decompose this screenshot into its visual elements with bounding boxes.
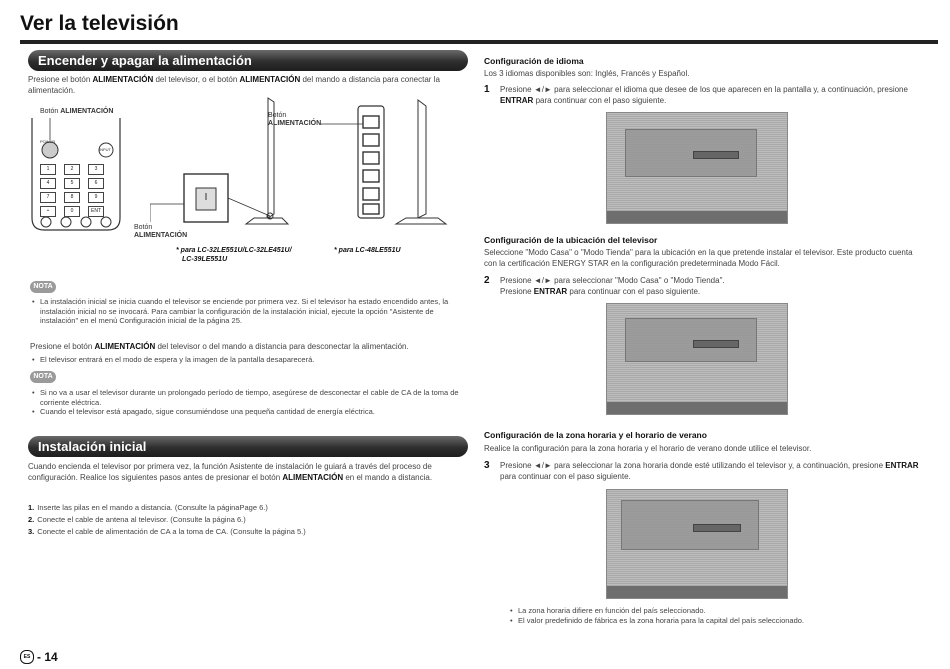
timezone-heading: Configuración de la zona horaria y el horario de verano: [484, 430, 707, 440]
remote-key: ENT: [88, 206, 104, 217]
remote-power-icon: [42, 142, 58, 158]
list-item: • Cuando el televisor está apagado, sigue consumiéndose una pequeña cantidad de energía eléctrica.: [40, 407, 472, 417]
remote-key: 8: [64, 192, 80, 203]
remote-key: 3: [88, 164, 104, 175]
tv-power-label-top: Botón ALIMENTACIÓN: [268, 112, 322, 127]
timezone-notes: [508, 606, 938, 625]
list-item: • El valor predefinido de fábrica es la zona horaria para la capital del país seleccionado.: [518, 616, 938, 626]
remote-key: 0: [64, 206, 80, 217]
list-item: • Si no va a usar el televisor durante un prolongado período de tiempo, asegúrese de desconectar el cable de CA de la toma de corriente eléctrica.: [40, 388, 472, 407]
nota1-list: [30, 297, 472, 326]
nota2-list: [30, 388, 472, 417]
remote-key: 2: [64, 164, 80, 175]
lang-heading: Configuración de idioma: [484, 56, 584, 66]
section-heading-power: Encender y apagar la alimentación: [28, 50, 468, 71]
list-item: 1. Inserte las pilas en el mando a distancia. (Consulte la páginaPage 6.): [28, 503, 268, 512]
figure-caption-left: * para LC-32LE551U/LC-32LE451U/ LC-39LE551U: [176, 247, 292, 263]
lang-badge: ES: [20, 650, 34, 664]
step-number: 1: [484, 84, 490, 95]
section-heading-initial-setup: Instalación inicial: [28, 436, 468, 457]
page-footer: ES - 14: [20, 650, 58, 664]
remote-key: 7: [40, 192, 56, 203]
nota-badge: NOTA: [30, 371, 56, 383]
list-item: 2. Conecte el cable de antena al televisor. (Consulte la página 6.): [28, 515, 246, 524]
power-off-list: [30, 355, 472, 365]
list-item: • La instalación inicial se inicia cuando el televisor se enciende por primera vez. Si el televisor ha estado encendido antes, la instalación inicial no se invocará. Para cambiar la configuración de la instalación inicial, ejecute la opción "Asistente de instalación" en el menú Configuración inicial de la página 25.: [40, 297, 472, 326]
step-number: 3: [484, 460, 490, 471]
remote-key: •: [40, 206, 56, 217]
list-item: • El televisor entrará en el modo de espera y la imagen de la pantalla desaparecerá.: [40, 355, 472, 365]
remote-input-text: INPUT: [99, 147, 111, 152]
remote-key: 5: [64, 178, 80, 189]
remote-power-text: POWER: [40, 139, 56, 144]
location-screen-image: [606, 303, 788, 415]
tv-power-label-bottom: Botón ALIMENTACIÓN: [134, 224, 188, 239]
remote-key: 4: [40, 178, 56, 189]
figure-caption-right: * para LC-48LE551U: [334, 247, 401, 254]
remote-key: 6: [88, 178, 104, 189]
title-rule: [20, 40, 938, 44]
remote-key: 9: [88, 192, 104, 203]
page-number: 14: [44, 650, 58, 664]
lang-step-text: Presione ◄/► para seleccionar el idioma que desee de los que aparecen en la pantalla y, a continuación, presione ENTRAR para continuar con el paso siguiente.: [500, 85, 908, 105]
location-step-text: Presione ◄/► para seleccionar "Modo Casa" o "Modo Tienda". Presione ENTRAR para continuar con el paso siguiente.: [500, 276, 725, 296]
power-off-text: Presione el botón ALIMENTACIÓN del televisor o del mando a distancia para desconectar la alimentación.: [30, 342, 409, 351]
list-item: 3. Conecte el cable de alimentación de CA a la toma de CA. (Consulte la página 5.): [28, 527, 306, 536]
page-title: Ver la televisión: [20, 12, 179, 35]
initial-setup-intro: Cuando encienda el televisor por primera vez, la función Asistente de instalación le guiará a través del proceso de configuración. Realice los siguientes pasos antes de presionar el botón ALIMENTACIÓN en el mando a distancia.: [28, 462, 433, 482]
remote-key: 1: [40, 164, 56, 175]
power-intro: Presione el botón ALIMENTACIÓN del televisor, o el botón ALIMENTACIÓN del mando a distancia para conectar la alimentación.: [28, 75, 440, 95]
language-screen-image: [606, 112, 788, 224]
timezone-desc: Realice la configuración para la zona horaria y el horario de verano donde utilice el televisor.: [484, 444, 812, 453]
step-number: 2: [484, 275, 490, 286]
location-heading: Configuración de la ubicación del televisor: [484, 235, 658, 245]
nota-badge: NOTA: [30, 281, 56, 293]
timezone-step-text: Presione ◄/► para seleccionar la zona horaria donde esté utilizando el televisor y, a continuación, presione ENTRAR para continuar con el paso siguiente.: [500, 461, 919, 481]
location-desc: Seleccione "Modo Casa" o "Modo Tienda" para la ubicación en la que pretende instalar el televisor. Este producto cuenta con la certificación ENERGY STAR en la configuración predeterminada Modo Fácil.: [484, 248, 913, 268]
lang-desc: Los 3 idiomas disponibles son: Inglés, Francés y Español.: [484, 69, 690, 78]
initial-setup-steps: [28, 502, 468, 538]
timezone-screen-image: [606, 489, 788, 599]
remote-power-label: Botón ALIMENTACIÓN: [40, 108, 114, 115]
list-item: • La zona horaria difiere en función del país seleccionado.: [518, 606, 938, 616]
